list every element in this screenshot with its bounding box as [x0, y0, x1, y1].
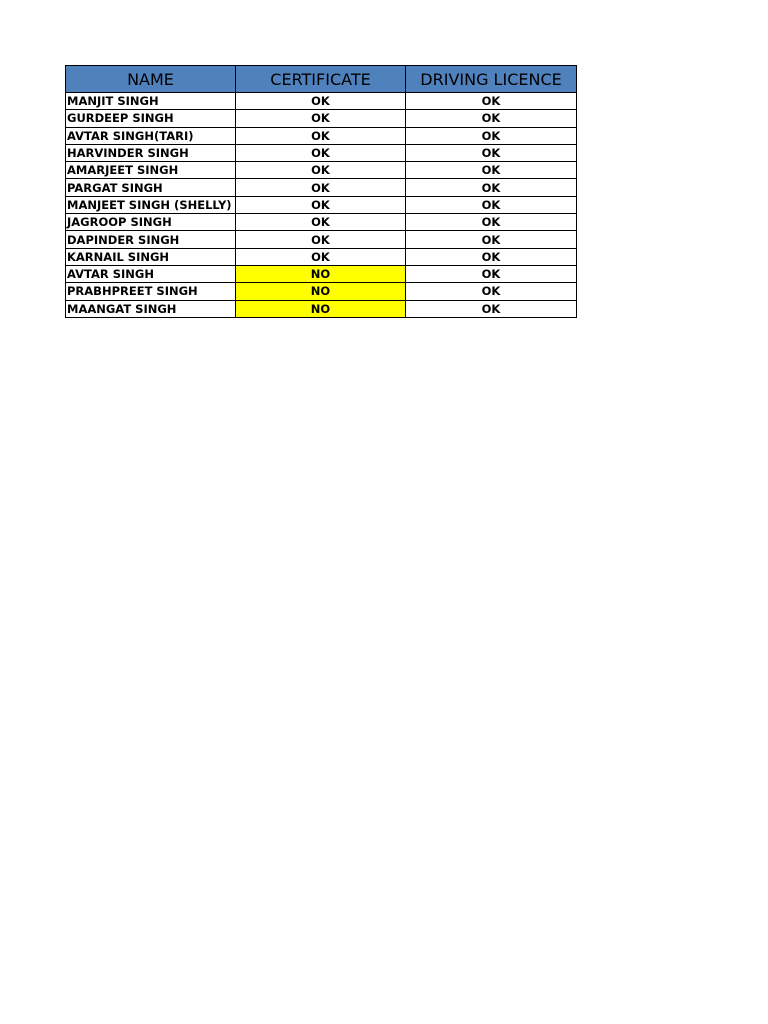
table-row	[66, 300, 577, 317]
column-header-certificate[interactable]: CERTIFICATE	[236, 66, 406, 93]
table-row	[66, 283, 577, 300]
table-row	[66, 110, 577, 127]
driving-licence-cell[interactable]: OK	[406, 214, 577, 231]
certificate-cell[interactable]: OK	[236, 196, 406, 213]
certificate-cell[interactable]: OK	[236, 110, 406, 127]
name-cell[interactable]: GURDEEP SINGH	[66, 110, 236, 127]
driving-licence-cell[interactable]: OK	[406, 283, 577, 300]
driving-licence-cell[interactable]: OK	[406, 300, 577, 317]
header-row	[66, 66, 577, 93]
certificate-cell[interactable]: OK	[236, 162, 406, 179]
certificate-cell[interactable]: OK	[236, 179, 406, 196]
name-cell[interactable]: DAPINDER SINGH	[66, 231, 236, 248]
certificate-cell-highlighted[interactable]: NO	[236, 265, 406, 282]
driving-licence-cell[interactable]: OK	[406, 110, 577, 127]
table-row	[66, 248, 577, 265]
driving-licence-cell[interactable]: OK	[406, 248, 577, 265]
column-header-name[interactable]: NAME	[66, 66, 236, 93]
certificate-cell-highlighted[interactable]: NO	[236, 283, 406, 300]
driving-licence-cell[interactable]: OK	[406, 93, 577, 110]
certificate-cell-highlighted[interactable]: NO	[236, 300, 406, 317]
table-row	[66, 127, 577, 144]
table-row	[66, 93, 577, 110]
driving-licence-cell[interactable]: OK	[406, 179, 577, 196]
table-row	[66, 162, 577, 179]
name-cell[interactable]: PRABHPREET SINGH	[66, 283, 236, 300]
driving-licence-cell[interactable]: OK	[406, 196, 577, 213]
driving-licence-cell[interactable]: OK	[406, 144, 577, 161]
certificate-cell[interactable]: OK	[236, 144, 406, 161]
name-cell[interactable]: AMARJEET SINGH	[66, 162, 236, 179]
driving-licence-cell[interactable]: OK	[406, 231, 577, 248]
certificate-cell[interactable]: OK	[236, 127, 406, 144]
table-row	[66, 179, 577, 196]
table-row	[66, 265, 577, 282]
certificate-cell[interactable]: OK	[236, 214, 406, 231]
certificate-cell[interactable]: OK	[236, 248, 406, 265]
name-cell[interactable]: MANJEET SINGH (SHELLY)	[66, 196, 236, 213]
certificate-cell[interactable]: OK	[236, 231, 406, 248]
name-cell[interactable]: HARVINDER SINGH	[66, 144, 236, 161]
name-cell[interactable]: MAANGAT SINGH	[66, 300, 236, 317]
driving-licence-cell[interactable]: OK	[406, 265, 577, 282]
name-cell[interactable]: KARNAIL SINGH	[66, 248, 236, 265]
name-cell[interactable]: AVTAR SINGH(TARI)	[66, 127, 236, 144]
table-row	[66, 144, 577, 161]
driving-licence-cell[interactable]: OK	[406, 162, 577, 179]
table-row	[66, 196, 577, 213]
table-row	[66, 231, 577, 248]
name-cell[interactable]: AVTAR SINGH	[66, 265, 236, 282]
driving-licence-cell[interactable]: OK	[406, 127, 577, 144]
table-row	[66, 214, 577, 231]
name-cell[interactable]: PARGAT SINGH	[66, 179, 236, 196]
records-table	[65, 65, 577, 318]
column-header-driving-licence[interactable]: DRIVING LICENCE	[406, 66, 577, 93]
certificate-cell[interactable]: OK	[236, 93, 406, 110]
name-cell[interactable]: MANJIT SINGH	[66, 93, 236, 110]
name-cell[interactable]: JAGROOP SINGH	[66, 214, 236, 231]
